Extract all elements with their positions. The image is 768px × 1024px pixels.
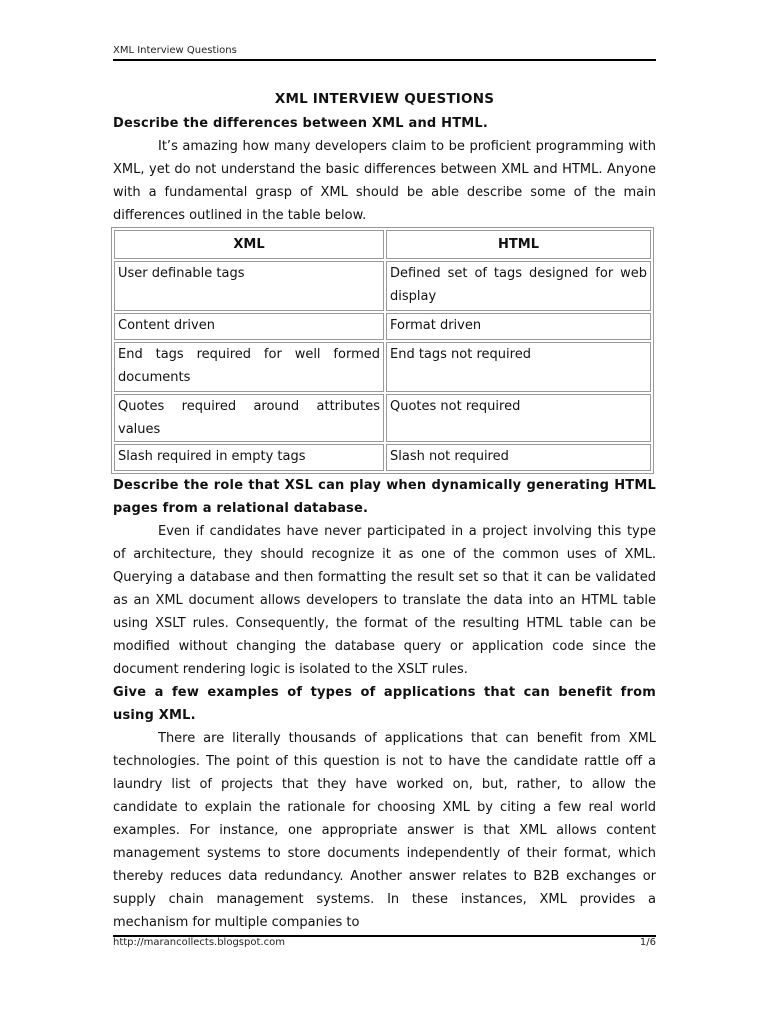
table-row [114,342,651,392]
table-row [114,394,651,442]
question-1-heading: Describe the differences between XML and HTML. [113,116,489,131]
column-header-html: HTML [386,230,651,259]
answer-1-paragraph: It’s amazing how many developers claim to be proficient programming with XML, yet do not understand the basic differences between XML and HTML. Anyone with a fundamental grasp of XML should be able describe some of the main differences outlined in the table below. [113,139,656,223]
column-header-xml: XML [114,230,384,259]
answer-2-paragraph: Even if candidates have never participated in a project involving this type of architecture, they should recognize it as one of the common uses of XML. Querying a database and then formatting the result set so that it can be validated as an XML document allows developers to translate the data into an HTML table using XSLT rules. Consequently, the format of the resulting HTML table can be modified without changing the database query or application code since the document rendering logic is isolated to the XSLT rules. [113,524,656,677]
table-row [114,444,651,471]
table-cell-xml: Quotes required around attributes values [114,394,384,442]
table-cell-xml: Slash required in empty tags [114,444,384,471]
page-body [113,86,656,934]
table-cell-html: End tags not required [386,342,651,392]
table-cell-xml: Content driven [114,313,384,340]
question-3-heading: Give a few examples of types of applications that can benefit from using XML. [113,685,656,723]
question-2-heading: Describe the role that XSL can play when dynamically generating HTML pages from a relational database. [113,478,656,516]
table-cell-html: Quotes not required [386,394,651,442]
table-header-row [114,230,651,259]
header-divider [113,59,656,61]
answer-3-paragraph: There are literally thousands of applications that can benefit from XML technologies. The point of this question is not to have the candidate rattle off a laundry list of projects that they have worked on, but, rather, to allow the candidate to explain the rationale for choosing XML by citing a few real world examples. For instance, one appropriate answer is that XML allows content management systems to store documents independently of their format, which thereby reduces data redundancy. Another answer relates to B2B exchanges or supply chain management systems. In these instances, XML provides a mechanism for multiple companies to [113,731,656,930]
footer-url: http://marancollects.blogspot.com [113,937,285,948]
table-cell-xml: User definable tags [114,261,384,311]
page-number: 1/6 [639,937,656,948]
running-header: XML Interview Questions [113,45,237,56]
table-cell-html: Slash not required [386,444,651,471]
table-cell-html: Format driven [386,313,651,340]
document-title: XML INTERVIEW QUESTIONS [274,91,495,107]
table-cell-html: Defined set of tags designed for web display [386,261,651,311]
table-row [114,261,651,311]
table-cell-xml: End tags required for well formed documents [114,342,384,392]
table-row [114,313,651,340]
xml-html-comparison-table [111,227,654,474]
